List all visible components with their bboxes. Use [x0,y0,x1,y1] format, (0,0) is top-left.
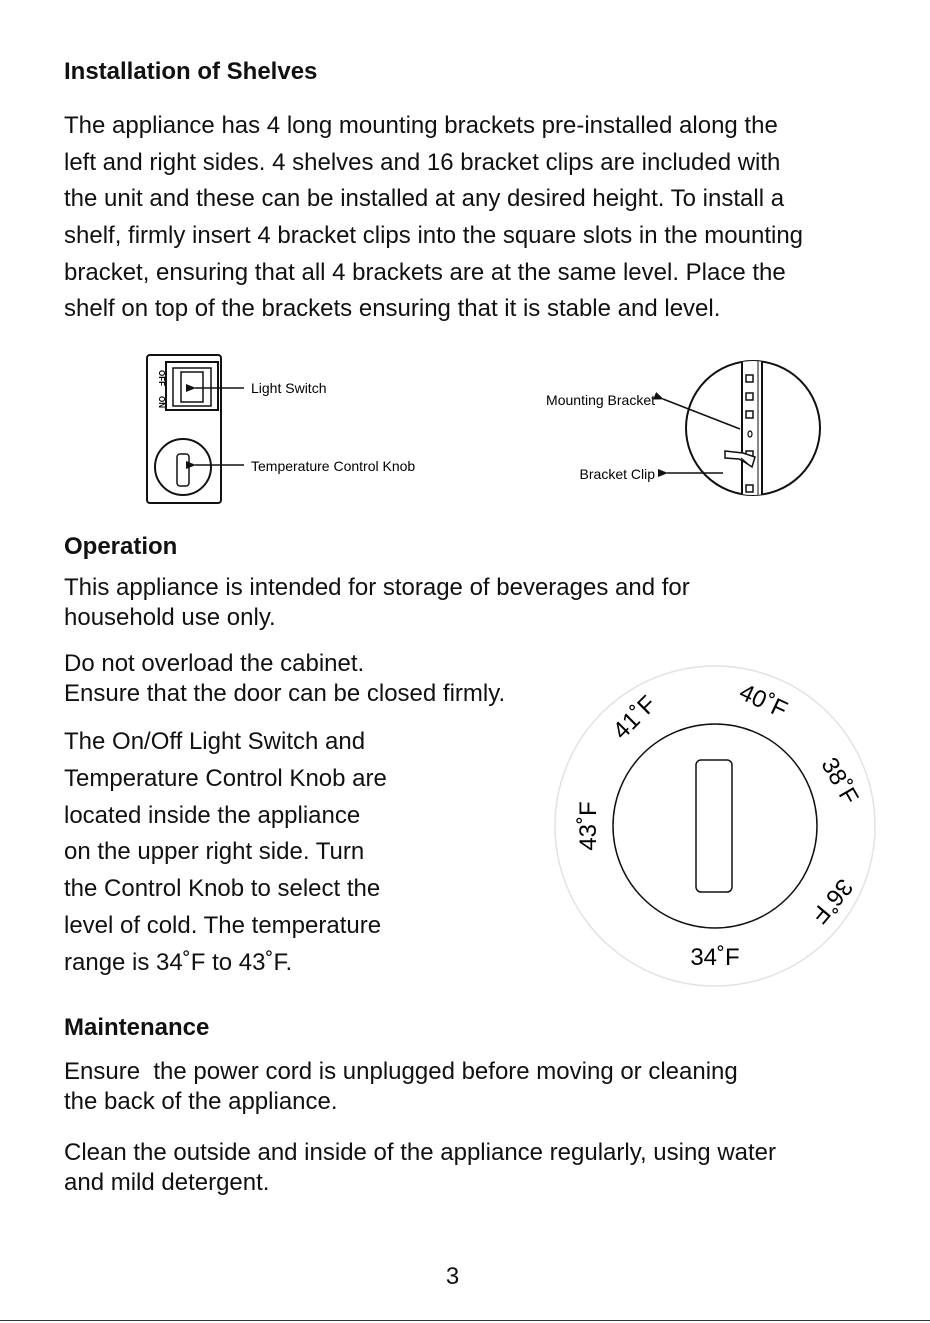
mounting-bracket-label: Mounting Bracket [546,392,655,408]
paragraph-line: Ensure the power cord is unplugged before moving or cleaning [64,1058,738,1085]
page-number: 3 [445,1263,460,1290]
paragraph-line: the back of the appliance. [64,1088,338,1115]
paragraph-line: shelf on top of the brackets ensuring that it is stable and level. [64,295,721,323]
installation-heading: Installation of Shelves [64,58,318,85]
light-switch-label: Light Switch [251,380,327,396]
paragraph-line: Ensure that the door can be closed firmly. [64,680,506,707]
maintenance-paragraph-1 [64,1057,738,1117]
control-panel-diagram [140,350,460,510]
paragraph-line: The appliance has 4 long mounting brackets pre-installed along the [64,112,778,139]
paragraph-line: Clean the outside and inside of the appliance regularly, using water [64,1139,777,1166]
temperature-dial-diagram [550,660,880,995]
switch-on-mark: ON [157,396,166,408]
paragraph-line: the unit and these can be installed at any desired height. To install a [64,185,785,213]
paragraph-line: The On/Off Light Switch and [64,728,366,755]
paragraph-line: left and right sides. 4 shelves and 16 bracket clips are included with [64,148,781,176]
dial-label-40: 40˚F [735,678,792,724]
operation-paragraph-3 [64,724,387,982]
operation-paragraph-2 [64,649,505,709]
paragraph-line: level of cold. The temperature [64,911,382,939]
paragraph-line: and mild detergent. [64,1169,270,1196]
page-bottom-rule [0,1320,930,1321]
installation-paragraph [64,108,803,328]
dial-label-41: 41˚F [607,690,662,745]
paragraph-line: Temperature Control Knob are [64,764,387,792]
paragraph-line: household use only. [64,604,276,631]
dial-label-34: 34˚F [690,944,740,971]
dial-label-43: 43˚F [575,801,602,851]
paragraph-line: located inside the appliance [64,801,361,829]
paragraph-line: range is 34˚F to 43˚F. [64,948,293,976]
knob-label: Temperature Control Knob [251,458,416,474]
knob-grip-icon [696,760,732,892]
paragraph-line: the Control Knob to select the [64,875,381,903]
dial-label-36: 36˚F [805,873,858,929]
switch-off-mark: OFF [157,370,166,386]
bracket-diagram [525,355,830,505]
paragraph-line: bracket, ensuring that all 4 brackets are at the same level. Place the [64,258,786,286]
dial-label-38: 38˚F [815,753,864,810]
maintenance-paragraph-2 [64,1138,776,1198]
paragraph-line: on the upper right side. Turn [64,838,365,866]
operation-heading: Operation [64,533,178,560]
paragraph-line: shelf, firmly insert 4 bracket clips into the square slots in the mounting [64,222,804,250]
paragraph-line: This appliance is intended for storage of beverages and for [64,574,690,601]
operation-paragraph-1 [64,573,690,633]
paragraph-line: Do not overload the cabinet. [64,650,365,677]
bracket-clip-label: Bracket Clip [579,466,655,482]
maintenance-heading: Maintenance [64,1014,210,1041]
